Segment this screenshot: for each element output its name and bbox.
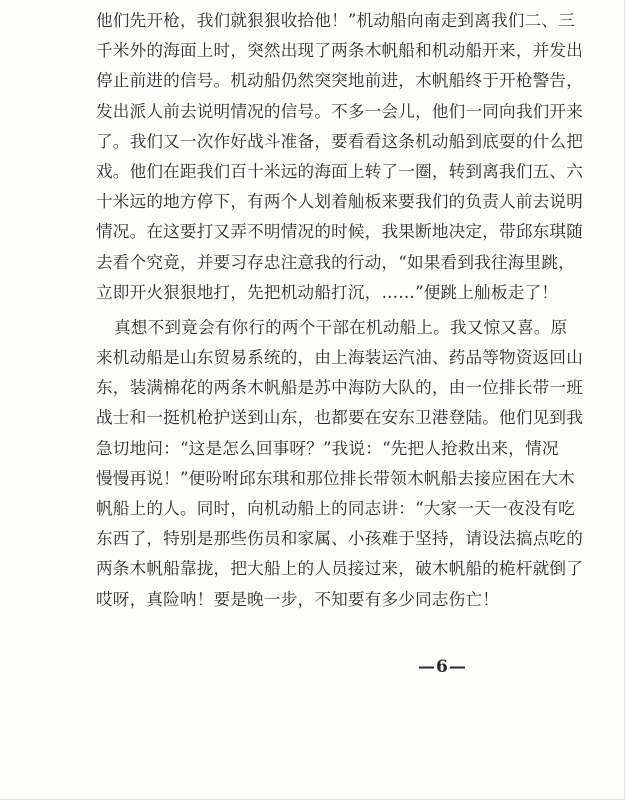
text-line: 东，装满棉花的两条木帆船是苏中海防大队的，由一位排长带一班 bbox=[96, 378, 584, 398]
text-line: 慢慢再说！”便吩咐邱东琪和那位排长带领木帆船去接应困在大木 bbox=[96, 468, 575, 488]
text-line: 战士和一挺机枪护送到山东，也都要在安东卫港登陆。他们见到我 bbox=[96, 408, 584, 428]
text-line: 去看个究竟，并要习存忠注意我的行动，“如果看到我往海里跳， bbox=[96, 252, 575, 272]
text-line: 千米外的海面上时，突然出现了两条木帆船和机动船开来，并发出 bbox=[96, 41, 584, 61]
text-line: 情况。在这要打又弄不明情况的时候，我果断地决定，带邱东琪随 bbox=[96, 222, 584, 242]
text-line: 来机动船是山东贸易系统的，由上海装运汽油、药品等物资返回山 bbox=[96, 348, 584, 368]
text-line: 了。我们又一次作好战斗准备，要看看这条机动船到底耍的什么把 bbox=[96, 131, 584, 151]
text-line: 他们先开枪，我们就狠狠收拾他！”机动船向南走到离我们二、三 bbox=[96, 11, 575, 30]
text-line: 发出派人前去说明情况的信号。不多一会儿，他们一同向我们开来 bbox=[96, 101, 584, 121]
text-line: 急切地问：“这是怎么回事呀？”我说：“先把人抢救出来，情况 bbox=[96, 438, 559, 458]
text-line: 东西了，特别是那些伤员和家属、小孩难于坚持，请设法搞点吃的 bbox=[96, 529, 584, 549]
text-line: 戏。他们在距我们百十米远的海面上转了一圈，转到离我们五、六 bbox=[96, 161, 584, 181]
text-line: 帆船上的人。同时，向机动船上的同志讲：“大家一天一夜没有吃 bbox=[96, 499, 575, 518]
body-text bbox=[96, 6, 584, 615]
text-line: 停止前进的信号。机动船仍然突突地前进，木帆船终于开枪警告， bbox=[96, 71, 584, 91]
text-line: 立即开火狠狠地打，先把机动船打沉，……”便跳上舢板走了！ bbox=[96, 282, 559, 302]
text-line: 两条木帆船靠拢，把大船上的人员接过来，破木帆船的桅杆就倒了 bbox=[96, 559, 584, 579]
text-line: 十米远的地方停下，有两个人划着舢板来要我们的负责人前去说明 bbox=[96, 192, 584, 212]
text-line: 真想不到竟会有你行的两个干部在机动船上。我又惊又喜。原 bbox=[114, 317, 568, 337]
text-line: 哎呀，真险呐！要是晚一步，不知要有多少同志伤亡！ bbox=[96, 589, 500, 609]
page-number: —6— bbox=[418, 657, 467, 677]
